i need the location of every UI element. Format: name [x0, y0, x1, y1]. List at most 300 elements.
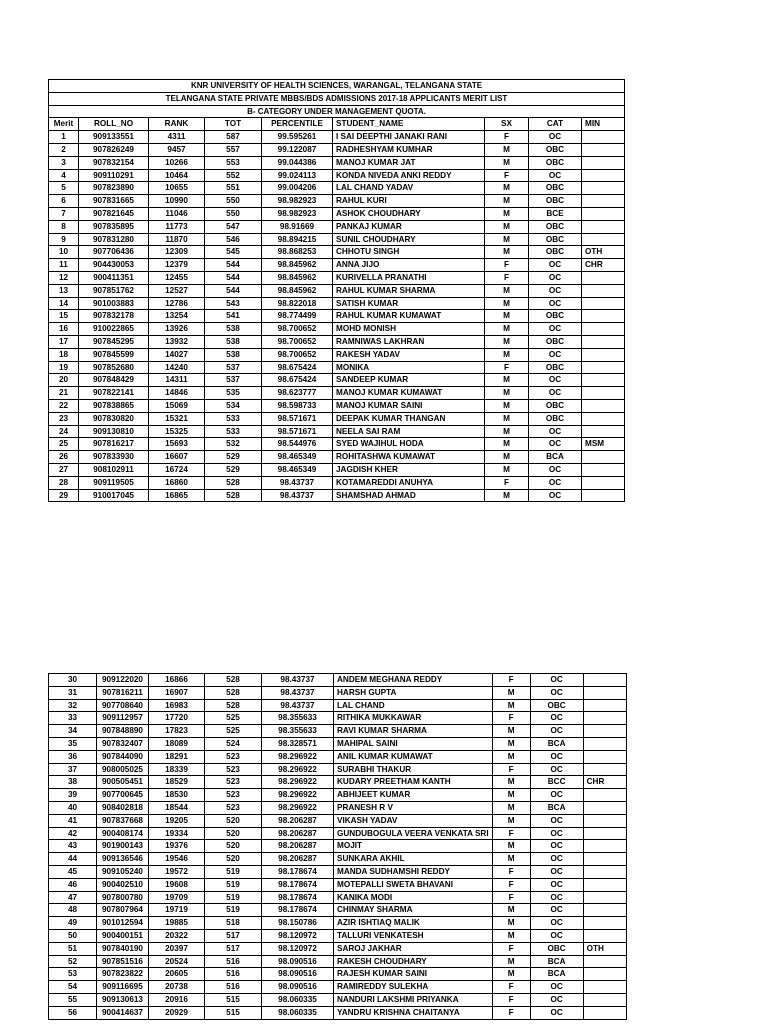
- minority-cell: [582, 361, 625, 374]
- merit-list-table-page-2: [48, 673, 627, 1020]
- roll-no-cell: 907848890: [97, 725, 149, 738]
- category-cell: OC: [530, 853, 583, 866]
- roll-no-cell: 907700645: [97, 789, 149, 802]
- table-row: [49, 712, 627, 725]
- merit-cell: 15: [49, 310, 79, 323]
- sex-cell: F: [485, 131, 529, 144]
- tot-cell: 528: [205, 699, 262, 712]
- rank-cell: 19376: [149, 840, 205, 853]
- category-cell: OC: [530, 1006, 583, 1019]
- student-name-cell: RAHUL KUMAR SHARMA: [333, 284, 485, 297]
- student-name-cell: LAL CHAND YADAV: [333, 182, 485, 195]
- category-cell: OC: [530, 917, 583, 930]
- merit-cell: 51: [49, 942, 97, 955]
- category-cell: BCA: [530, 955, 583, 968]
- table-row: [49, 686, 627, 699]
- merit-cell: 14: [49, 297, 79, 310]
- rank-cell: 15693: [149, 438, 205, 451]
- minority-cell: [583, 725, 626, 738]
- category-cell: OC: [529, 463, 582, 476]
- percentile-cell: 98.894215: [262, 233, 333, 246]
- tot-cell: 523: [205, 776, 262, 789]
- tot-cell: 523: [205, 750, 262, 763]
- student-name-cell: ASHOK CHOUDHARY: [333, 207, 485, 220]
- percentile-cell: 98.120972: [262, 942, 334, 955]
- roll-no-cell: 907821645: [79, 207, 149, 220]
- category-cell: OBC: [529, 412, 582, 425]
- merit-cell: 27: [49, 463, 79, 476]
- merit-cell: 24: [49, 425, 79, 438]
- percentile-cell: 98.296922: [262, 789, 334, 802]
- category-cell: OBC: [529, 195, 582, 208]
- minority-cell: [583, 917, 626, 930]
- roll-no-cell: 907807964: [97, 904, 149, 917]
- tot-cell: 538: [205, 335, 262, 348]
- minority-cell: [583, 686, 626, 699]
- roll-no-cell: 907838865: [79, 399, 149, 412]
- roll-no-cell: 908102911: [79, 463, 149, 476]
- rank-cell: 16866: [149, 674, 205, 687]
- rank-cell: 10990: [149, 195, 205, 208]
- student-name-cell: RADHESHYAM KUMHAR: [333, 143, 485, 156]
- tot-cell: 587: [205, 131, 262, 144]
- category-cell: OC: [529, 284, 582, 297]
- column-header-min: MIN: [582, 118, 625, 131]
- table-row: [49, 993, 627, 1006]
- sex-cell: M: [485, 412, 529, 425]
- roll-no-cell: 900414637: [97, 1006, 149, 1019]
- table-row: [49, 789, 627, 802]
- sex-cell: M: [485, 297, 529, 310]
- sex-cell: M: [485, 425, 529, 438]
- roll-no-cell: 907840190: [97, 942, 149, 955]
- sex-cell: M: [492, 968, 530, 981]
- percentile-cell: 98.355633: [262, 725, 334, 738]
- roll-no-cell: 909130613: [97, 993, 149, 1006]
- merit-list-table-page-1: [48, 79, 625, 502]
- category-cell: BCA: [530, 968, 583, 981]
- category-cell: BCA: [530, 801, 583, 814]
- sex-cell: F: [492, 1006, 530, 1019]
- merit-cell: 23: [49, 412, 79, 425]
- tot-cell: 551: [205, 182, 262, 195]
- tot-cell: 528: [205, 686, 262, 699]
- minority-cell: [582, 169, 625, 182]
- tot-cell: 520: [205, 827, 262, 840]
- tot-cell: 516: [205, 955, 262, 968]
- student-name-cell: GUNDUBOGULA VEERA VENKATA SRI: [334, 827, 493, 840]
- table-row: [49, 412, 625, 425]
- minority-cell: [582, 451, 625, 464]
- roll-no-cell: 904430053: [79, 259, 149, 272]
- rank-cell: 16607: [149, 451, 205, 464]
- tot-cell: 528: [205, 476, 262, 489]
- category-cell: OBC: [529, 310, 582, 323]
- percentile-cell: 98.355633: [262, 712, 334, 725]
- percentile-cell: 98.090516: [262, 981, 334, 994]
- rank-cell: 16724: [149, 463, 205, 476]
- sex-cell: M: [485, 182, 529, 195]
- sex-cell: F: [485, 476, 529, 489]
- roll-no-cell: 900400151: [97, 929, 149, 942]
- tot-cell: 534: [205, 399, 262, 412]
- table-row: [49, 955, 627, 968]
- tot-cell: 529: [205, 463, 262, 476]
- tot-cell: 532: [205, 438, 262, 451]
- percentile-cell: 98.060335: [262, 993, 334, 1006]
- column-header-sx: SX: [485, 118, 529, 131]
- table-row: [49, 323, 625, 336]
- percentile-cell: 98.43737: [262, 674, 334, 687]
- minority-cell: [582, 476, 625, 489]
- minority-cell: [583, 929, 626, 942]
- student-name-cell: RAHUL KUMAR KUMAWAT: [333, 310, 485, 323]
- minority-cell: [582, 489, 625, 502]
- tot-cell: 515: [205, 993, 262, 1006]
- merit-cell: 42: [49, 827, 97, 840]
- tot-cell: 528: [205, 489, 262, 502]
- table-row: [49, 750, 627, 763]
- percentile-cell: 98.465349: [262, 451, 333, 464]
- category-cell: OC: [530, 712, 583, 725]
- category-cell: OC: [530, 878, 583, 891]
- tot-cell: 516: [205, 981, 262, 994]
- category-cell: OBC: [530, 699, 583, 712]
- student-name-cell: ROHITASHWA KUMAWAT: [333, 451, 485, 464]
- table-row: [49, 725, 627, 738]
- percentile-cell: 98.571671: [262, 412, 333, 425]
- student-name-cell: RAHUL KURI: [333, 195, 485, 208]
- category-cell: OC: [529, 374, 582, 387]
- sex-cell: M: [485, 310, 529, 323]
- merit-cell: 44: [49, 853, 97, 866]
- merit-cell: 5: [49, 182, 79, 195]
- roll-no-cell: 907831665: [79, 195, 149, 208]
- percentile-cell: 98.150786: [262, 917, 334, 930]
- percentile-cell: 99.024113: [262, 169, 333, 182]
- student-name-cell: KUDARY PREETHAM KANTH: [334, 776, 493, 789]
- merit-cell: 53: [49, 968, 97, 981]
- roll-no-cell: 907852680: [79, 361, 149, 374]
- tot-cell: 538: [205, 348, 262, 361]
- roll-no-cell: 907706436: [79, 246, 149, 259]
- minority-cell: [582, 233, 625, 246]
- sex-cell: F: [485, 169, 529, 182]
- rank-cell: 20397: [149, 942, 205, 955]
- table-row: [49, 207, 625, 220]
- sex-cell: F: [492, 942, 530, 955]
- minority-cell: [583, 853, 626, 866]
- category-cell: BCA: [530, 737, 583, 750]
- rank-cell: 10266: [149, 156, 205, 169]
- tot-cell: 547: [205, 220, 262, 233]
- roll-no-cell: 907830820: [79, 412, 149, 425]
- rank-cell: 17823: [149, 725, 205, 738]
- category-cell: OC: [529, 425, 582, 438]
- minority-cell: [583, 674, 626, 687]
- percentile-cell: 98.090516: [262, 955, 334, 968]
- roll-no-cell: 909130810: [79, 425, 149, 438]
- column-header-roll-no: ROLL_NO: [79, 118, 149, 131]
- category-cell: OC: [530, 993, 583, 1006]
- merit-cell: 2: [49, 143, 79, 156]
- merit-cell: 34: [49, 725, 97, 738]
- percentile-cell: 98.43737: [262, 489, 333, 502]
- roll-no-cell: 909110291: [79, 169, 149, 182]
- sex-cell: F: [492, 712, 530, 725]
- sex-cell: M: [485, 374, 529, 387]
- percentile-cell: 99.122087: [262, 143, 333, 156]
- merit-cell: 11: [49, 259, 79, 272]
- table-row: [49, 891, 627, 904]
- table-row: [49, 476, 625, 489]
- roll-no-cell: 909122020: [97, 674, 149, 687]
- minority-cell: [583, 840, 626, 853]
- tot-cell: 520: [205, 853, 262, 866]
- minority-cell: [582, 387, 625, 400]
- rank-cell: 18530: [149, 789, 205, 802]
- student-name-cell: LAL CHAND: [334, 699, 493, 712]
- rank-cell: 12786: [149, 297, 205, 310]
- tot-cell: 518: [205, 917, 262, 930]
- sex-cell: M: [492, 776, 530, 789]
- percentile-cell: 98.845962: [262, 284, 333, 297]
- category-cell: OC: [530, 763, 583, 776]
- sex-cell: F: [492, 827, 530, 840]
- minority-cell: [582, 207, 625, 220]
- rank-cell: 14846: [149, 387, 205, 400]
- merit-cell: 22: [49, 399, 79, 412]
- table-row: [49, 284, 625, 297]
- tot-cell: 523: [205, 801, 262, 814]
- tot-cell: 550: [205, 207, 262, 220]
- percentile-cell: 98.982923: [262, 195, 333, 208]
- minority-cell: [582, 348, 625, 361]
- merit-cell: 21: [49, 387, 79, 400]
- minority-cell: [582, 143, 625, 156]
- student-name-cell: KURIVELLA PRANATHI: [333, 271, 485, 284]
- student-name-cell: ANDEM MEGHANA REDDY: [334, 674, 493, 687]
- column-header-student-name: STUDENT_NAME: [333, 118, 485, 131]
- student-name-cell: PRANESH R V: [334, 801, 493, 814]
- percentile-cell: 98.774499: [262, 310, 333, 323]
- merit-cell: 39: [49, 789, 97, 802]
- merit-cell: 25: [49, 438, 79, 451]
- merit-cell: 35: [49, 737, 97, 750]
- student-name-cell: RAKESH YADAV: [333, 348, 485, 361]
- roll-no-cell: 910017045: [79, 489, 149, 502]
- percentile-cell: 98.91669: [262, 220, 333, 233]
- merit-cell: 17: [49, 335, 79, 348]
- category-cell: OBC: [529, 182, 582, 195]
- category-cell: OBC: [529, 361, 582, 374]
- merit-cell: 3: [49, 156, 79, 169]
- minority-cell: MSM: [582, 438, 625, 451]
- student-name-cell: PANKAJ KUMAR: [333, 220, 485, 233]
- table-row: [49, 878, 627, 891]
- column-header-rank: RANK: [149, 118, 205, 131]
- category-cell: OC: [529, 476, 582, 489]
- table-row: [49, 801, 627, 814]
- rank-cell: 19546: [149, 853, 205, 866]
- category-cell: OC: [530, 929, 583, 942]
- sex-cell: M: [485, 207, 529, 220]
- category-cell: OC: [530, 674, 583, 687]
- roll-no-cell: 900411351: [79, 271, 149, 284]
- rank-cell: 13926: [149, 323, 205, 336]
- percentile-cell: 98.090516: [262, 968, 334, 981]
- minority-cell: [583, 763, 626, 776]
- roll-no-cell: 909136546: [97, 853, 149, 866]
- sex-cell: M: [492, 789, 530, 802]
- minority-cell: [583, 878, 626, 891]
- merit-cell: 19: [49, 361, 79, 374]
- student-name-cell: SYED WAJIHUL HODA: [333, 438, 485, 451]
- rank-cell: 12527: [149, 284, 205, 297]
- table-row: [49, 399, 625, 412]
- rank-cell: 10464: [149, 169, 205, 182]
- sex-cell: F: [492, 878, 530, 891]
- category-cell: OC: [529, 131, 582, 144]
- sex-cell: M: [485, 451, 529, 464]
- percentile-cell: 98.178674: [262, 891, 334, 904]
- category-cell: OC: [530, 814, 583, 827]
- student-name-cell: KONDA NIVEDA ANKI REDDY: [333, 169, 485, 182]
- student-name-cell: AZIR ISHTIAQ MALIK: [334, 917, 493, 930]
- student-name-cell: RITHIKA MUKKAWAR: [334, 712, 493, 725]
- table-row: [49, 865, 627, 878]
- student-name-cell: KOTAMAREDDI ANUHYA: [333, 476, 485, 489]
- tot-cell: 517: [205, 929, 262, 942]
- student-name-cell: MOHD MONISH: [333, 323, 485, 336]
- rank-cell: 20916: [149, 993, 205, 1006]
- table-row: [49, 195, 625, 208]
- merit-cell: 43: [49, 840, 97, 853]
- percentile-cell: 98.675424: [262, 374, 333, 387]
- percentile-cell: 98.700652: [262, 335, 333, 348]
- rank-cell: 12379: [149, 259, 205, 272]
- sex-cell: M: [492, 737, 530, 750]
- rank-cell: 10655: [149, 182, 205, 195]
- table-row: [49, 131, 625, 144]
- percentile-cell: 98.43737: [262, 699, 334, 712]
- category-cell: OC: [530, 891, 583, 904]
- table-row: [49, 335, 625, 348]
- tot-cell: 519: [205, 878, 262, 891]
- roll-no-cell: 907823890: [79, 182, 149, 195]
- student-name-cell: MANOJ KUMAR JAT: [333, 156, 485, 169]
- category-title: B- CATEGORY UNDER MANAGEMENT QUOTA.: [49, 105, 625, 118]
- minority-cell: [583, 801, 626, 814]
- roll-no-cell: 908402818: [97, 801, 149, 814]
- minority-cell: CHR: [583, 776, 626, 789]
- tot-cell: 529: [205, 451, 262, 464]
- rank-cell: 13932: [149, 335, 205, 348]
- table-row: [49, 904, 627, 917]
- student-name-cell: NEELA SAI RAM: [333, 425, 485, 438]
- student-name-cell: VIKASH YADAV: [334, 814, 493, 827]
- minority-cell: OTH: [583, 942, 626, 955]
- percentile-cell: 98.206287: [262, 827, 334, 840]
- table-row: [49, 451, 625, 464]
- percentile-cell: 98.845962: [262, 259, 333, 272]
- student-name-cell: RAJESH KUMAR SAINI: [334, 968, 493, 981]
- percentile-cell: 98.982923: [262, 207, 333, 220]
- percentile-cell: 98.296922: [262, 776, 334, 789]
- roll-no-cell: 907832178: [79, 310, 149, 323]
- rank-cell: 14027: [149, 348, 205, 361]
- sex-cell: M: [492, 929, 530, 942]
- roll-no-cell: 907823822: [97, 968, 149, 981]
- student-name-cell: CHINMAY SHARMA: [334, 904, 493, 917]
- merit-cell: 9: [49, 233, 79, 246]
- roll-no-cell: 907800780: [97, 891, 149, 904]
- sex-cell: M: [492, 750, 530, 763]
- sex-cell: M: [485, 438, 529, 451]
- percentile-cell: 98.178674: [262, 878, 334, 891]
- minority-cell: [583, 827, 626, 840]
- tot-cell: 519: [205, 865, 262, 878]
- rank-cell: 14311: [149, 374, 205, 387]
- student-name-cell: ANNA JIJO: [333, 259, 485, 272]
- student-name-cell: YANDRU KRISHNA CHAITANYA: [334, 1006, 493, 1019]
- student-name-cell: RAVI KUMAR SHARMA: [334, 725, 493, 738]
- tot-cell: 544: [205, 271, 262, 284]
- sex-cell: M: [485, 246, 529, 259]
- tot-cell: 537: [205, 374, 262, 387]
- table-row: [49, 156, 625, 169]
- percentile-cell: 98.43737: [262, 686, 334, 699]
- minority-cell: CHR: [582, 259, 625, 272]
- sex-cell: M: [485, 399, 529, 412]
- roll-no-cell: 901003883: [79, 297, 149, 310]
- minority-cell: [583, 699, 626, 712]
- student-name-cell: SANDEEP KUMAR: [333, 374, 485, 387]
- table-row: [49, 361, 625, 374]
- sex-cell: F: [492, 763, 530, 776]
- percentile-cell: 98.571671: [262, 425, 333, 438]
- merit-cell: 33: [49, 712, 97, 725]
- category-cell: OBC: [529, 220, 582, 233]
- table-row: [49, 246, 625, 259]
- category-cell: OC: [530, 827, 583, 840]
- student-name-cell: SUNKARA AKHIL: [334, 853, 493, 866]
- rank-cell: 12455: [149, 271, 205, 284]
- percentile-cell: 98.178674: [262, 904, 334, 917]
- rank-cell: 19719: [149, 904, 205, 917]
- sex-cell: M: [485, 143, 529, 156]
- roll-no-cell: 907708640: [97, 699, 149, 712]
- table-row: [49, 942, 627, 955]
- percentile-cell: 98.868253: [262, 246, 333, 259]
- table-row: [49, 297, 625, 310]
- merit-cell: 20: [49, 374, 79, 387]
- category-cell: OC: [530, 686, 583, 699]
- tot-cell: 543: [205, 297, 262, 310]
- student-name-cell: SATISH KUMAR: [333, 297, 485, 310]
- student-name-cell: MONIKA: [333, 361, 485, 374]
- category-cell: OC: [529, 387, 582, 400]
- tot-cell: 523: [205, 789, 262, 802]
- tot-cell: 541: [205, 310, 262, 323]
- rank-cell: 16983: [149, 699, 205, 712]
- roll-no-cell: 910022865: [79, 323, 149, 336]
- sex-cell: M: [485, 220, 529, 233]
- column-header-merit: Merit: [49, 118, 79, 131]
- minority-cell: [582, 297, 625, 310]
- percentile-cell: 98.822018: [262, 297, 333, 310]
- sex-cell: M: [485, 463, 529, 476]
